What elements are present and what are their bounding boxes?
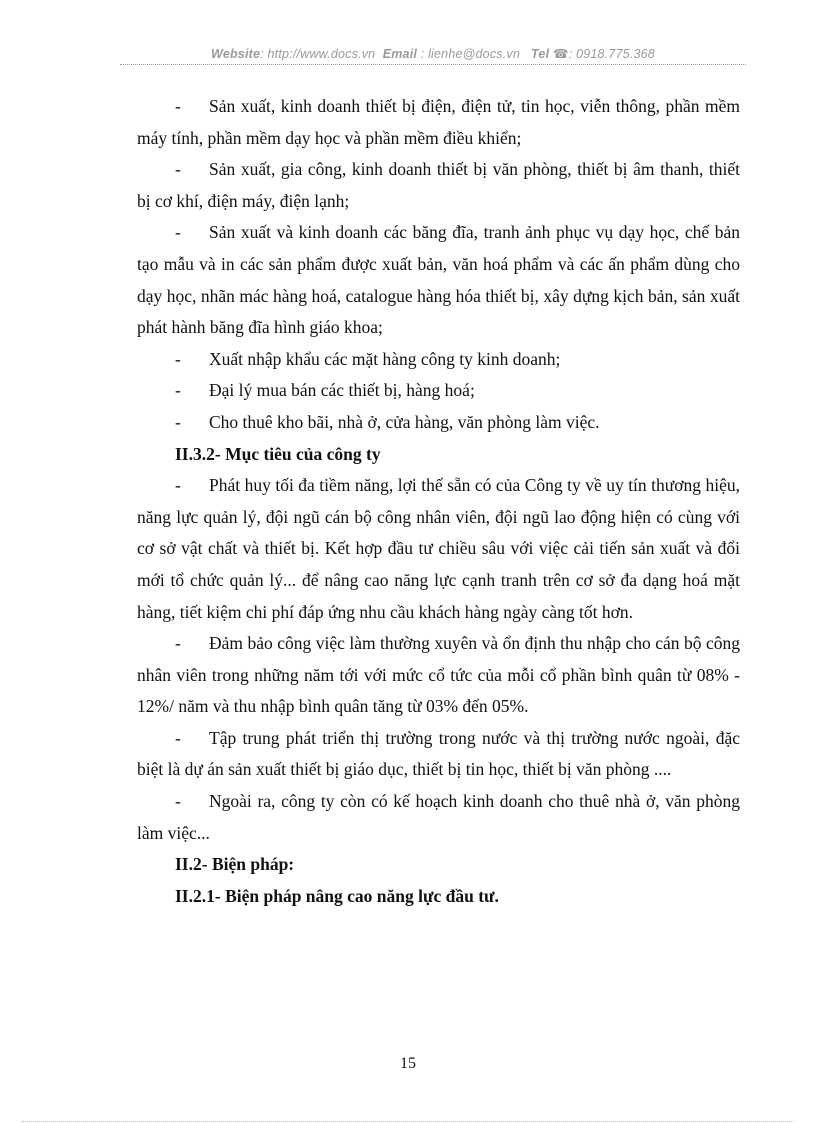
tel-label: Tel [531, 47, 550, 61]
website-label: Website [211, 47, 261, 61]
item-text: Đảm bảo công việc làm thường xuyên và ổn định thu nhập cho cán bộ công nhân viên trong những năm tới với mức cổ tức của mỗi cổ phần bình quân từ 08% - 12%/ năm và thu nhập bình quân tăng từ 03% đến 05%. [137, 633, 740, 717]
email-label: Email [382, 47, 418, 61]
document-body [137, 91, 740, 912]
item-text: Ngoài ra, công ty còn có kế hoạch kinh doanh cho thuê nhà ở, văn phòng làm việc... [137, 791, 740, 843]
item-text: Phát huy tối đa tiềm năng, lợi thế sẵn có của Công ty về uy tín thương hiệu, năng lực quản lý, đội ngũ cán bộ công nhân viên, đội ngũ lao động hiện có cùng với cơ sở vật chất và thiết bị. Kết hợp đầu tư chiều sâu với việc cải tiến sản xuất và đổi mới tổ chức quản lý... để nâng cao năng lực cạnh tranh trên cơ sở đa dạng hoá mặt hàng, tiết kiệm chi phí đáp ứng nhu cầu khách hàng ngày càng tốt hơn. [137, 475, 740, 622]
list-item [137, 344, 740, 376]
item-text: Sản xuất, kinh doanh thiết bị điện, điện tử, tin học, viễn thông, phần mềm máy tính, phần mềm dạy học và phần mềm điều khiển; [137, 96, 740, 148]
section-heading: II.2- Biện pháp: [175, 854, 295, 875]
bullet-dash: - [175, 791, 181, 812]
item-text: Tập trung phát triển thị trường trong nước và thị trường nước ngoài, đặc biệt là dự án sản xuất thiết bị giáo dục, thiết bị tin học, thiết bị văn phòng .... [137, 727, 740, 780]
list-item [137, 217, 740, 343]
page-number: 15 [400, 1055, 416, 1072]
footer-divider [22, 1121, 794, 1122]
header-divider [120, 64, 746, 65]
phone-icon: ☎ [552, 47, 569, 61]
list-item [137, 470, 740, 628]
item-text: Sản xuất, gia công, kinh doanh thiết bị văn phòng, thiết bị âm thanh, thiết bị cơ khí, điện máy, điện lạnh; [137, 159, 740, 211]
list-item [137, 375, 740, 407]
tel-value: : 0918.775.368 [568, 47, 655, 61]
list-item [137, 154, 740, 217]
item-text: Sản xuất và kinh doanh các băng đĩa, tranh ảnh phục vụ dạy học, chế bản tạo mẫu và in các sản phẩm được xuất bản, văn hoá phẩm và các ấn phẩm dùng cho dạy học, nhãn mác hàng hoá, catalogue hàng hóa thiết bị, xây dựng kịch bản, sản xuất phát hành băng đĩa hình giáo khoa; [137, 222, 740, 338]
bullet-dash: - [175, 475, 181, 496]
bullet-dash: - [175, 633, 181, 654]
website-value: : http://www.docs.vn [260, 47, 376, 61]
item-text: Cho thuê kho bãi, nhà ở, cửa hàng, văn phòng làm việc. [209, 411, 600, 432]
bullet-dash: - [175, 380, 181, 401]
bullet-dash: - [175, 222, 181, 243]
list-item [137, 91, 740, 154]
bullet-dash: - [175, 727, 181, 748]
bullet-dash: - [175, 159, 181, 180]
subsection-heading: II.2.1- Biện pháp nâng cao năng lực đầu tư. [175, 885, 499, 906]
item-text: Xuất nhập khẩu các mặt hàng công ty kinh doanh; [209, 348, 561, 369]
list-item [137, 723, 740, 786]
page-header [120, 46, 746, 61]
bullet-dash: - [175, 96, 181, 116]
list-item [137, 407, 740, 439]
bullet-dash: - [175, 348, 181, 369]
email-value: : lienhe@docs.vn [420, 47, 521, 61]
bullet-dash: - [175, 411, 181, 432]
list-item [137, 628, 740, 723]
section-heading: II.3.2- Mục tiêu của công ty [175, 443, 381, 464]
list-item [137, 786, 740, 849]
item-text: Đại lý mua bán các thiết bị, hàng hoá; [209, 380, 475, 401]
